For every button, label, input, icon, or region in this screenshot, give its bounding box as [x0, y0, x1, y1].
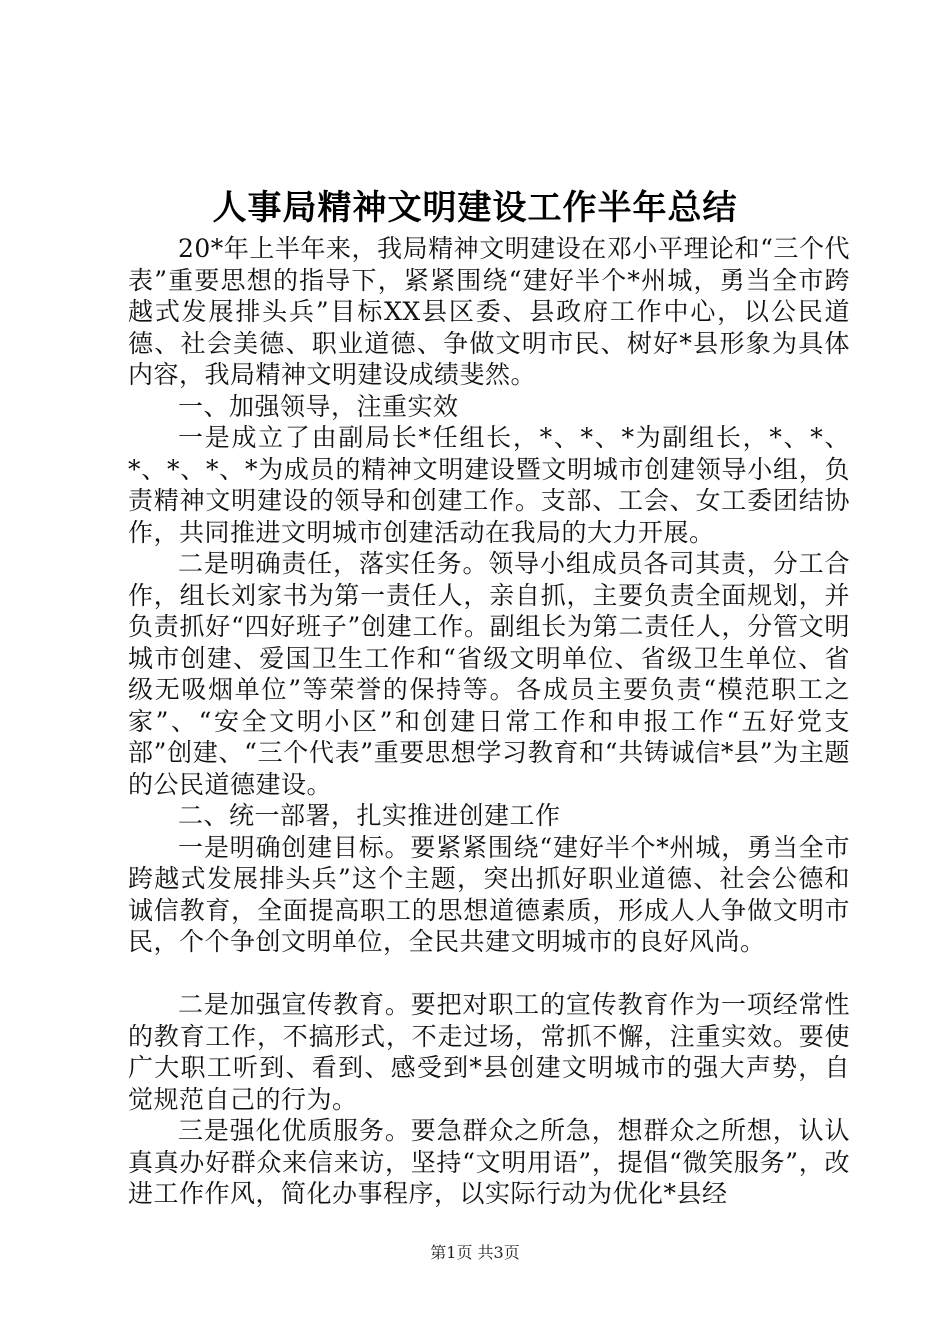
- paragraph-intro: 20*年上半年来，我局精神文明建设在邓小平理论和“三个代表”重要思想的指导下，紧紧围绕“建好半个*州城，勇当全市跨越式发展排头兵”目标XX县区委、县政府工作中心，以公民道德、社会美德、职业道德、争做文明市民、树好*县形象为具体内容，我局精神文明建设成绩斐然。: [128, 234, 850, 389]
- document-title: 人事局精神文明建设工作半年总结: [212, 188, 738, 228]
- section-heading-2: 二、统一部署，扎实推进创建工作: [178, 801, 561, 830]
- page-footer: 第1页 共3页: [430, 1243, 520, 1262]
- section-heading-1: 一、加强领导，注重实效: [178, 391, 459, 421]
- paragraph: 二是加强宣传教育。要把对职工的宣传教育作为一项经常性的教育工作，不搞形式，不走过场，常抓不懈，注重实效。要使广大职工听到、看到、感受到*县创建文明城市的强大声势，自觉规范自己的行为。: [128, 990, 850, 1114]
- paragraph: 二是明确责任，落实任务。领导小组成员各司其责，分工合作，组长刘家书为第一责任人，亲自抓，主要负责全面规划，并负责抓好“四好班子”创建工作。副组长为第二责任人，分管文明城市创建、爱国卫生工作和“省级文明单位、省级卫生单位、省级无吸烟单位”等荣誉的保持等。各成员主要负责“模范职工之家”、“安全文明小区”和创建日常工作和申报工作“五好党支部”创建、“三个代表”重要思想学习教育和“共铸诚信*县”为主题的公民道德建设。: [128, 549, 850, 799]
- paragraph: 一是成立了由副局长*任组长，*、*、*为副组长，*、*、*、*、*、*为成员的精神文明建设暨文明城市创建领导小组，负责精神文明建设的领导和创建工作。支部、工会、女工委团结协作，共同推进文明城市创建活动在我局的大力开展。: [128, 423, 850, 547]
- paragraph: 三是强化优质服务。要急群众之所急，想群众之所想，认认真真办好群众来信来访，坚持“文明用语”，提倡“微笑服务”，改进工作作风，简化办事程序，以实际行动为优化*县经: [128, 1116, 850, 1208]
- paragraph: 一是明确创建目标。要紧紧围绕“建好半个*州城，勇当全市跨越式发展排头兵”这个主题，突出抓好职业道德、社会公德和诚信教育，全面提高职工的思想道德素质，形成人人争做文明市民，个个争创文明单位，全民共建文明城市的良好风尚。: [128, 832, 850, 956]
- document-body: [128, 233, 850, 1210]
